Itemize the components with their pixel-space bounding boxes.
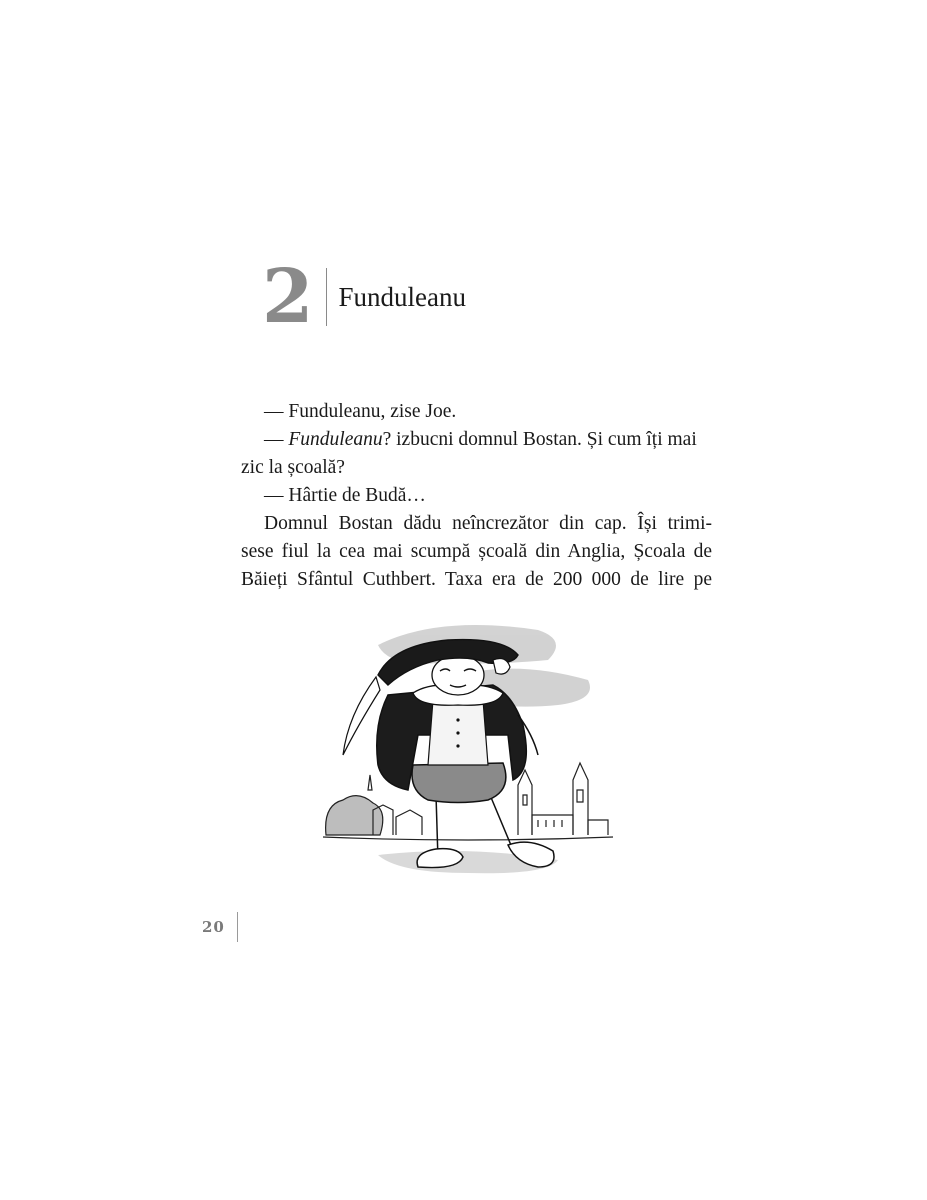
paragraph-2-text: ? izbucni domnul Bostan. Și cum îți mai — [382, 429, 697, 450]
chapter-title: Funduleanu — [338, 282, 466, 312]
face — [432, 655, 484, 695]
chapter-number: 2 — [262, 254, 312, 340]
paragraph-2-continued — [241, 454, 712, 482]
paragraph-2-italic-name: Funduleanu — [288, 429, 383, 450]
paragraph-3-text: — Hârtie de Budă… — [264, 485, 426, 506]
paragraph-2-dash: — — [264, 429, 289, 450]
paragraph-3 — [241, 482, 712, 510]
hat-feather — [343, 677, 380, 755]
chapter-heading — [262, 254, 466, 340]
paragraph-2 — [241, 426, 712, 454]
breeches — [412, 763, 506, 803]
paragraph-1 — [241, 398, 712, 426]
paragraph-4-line-3: Băieți Sfântul Cuthbert. Taxa era de 200 000 de lire pe — [241, 569, 712, 590]
page-footer — [202, 912, 238, 942]
chapter-divider — [326, 268, 327, 326]
page-number: 20 — [202, 918, 225, 936]
paragraph-4 — [241, 510, 712, 594]
trees — [326, 796, 383, 835]
paragraph-4-line-1: Domnul Bostan dădu neîncrezător din cap. Își trimi- — [264, 513, 712, 534]
paragraph-4-line-2: sese fiul la cea mai scumpă școală din Anglia, Școala de — [241, 541, 712, 562]
body-text — [241, 398, 712, 594]
illustration-boy-in-school-uniform — [318, 605, 618, 890]
buildings-right — [518, 763, 608, 835]
page-number-divider — [237, 912, 238, 942]
ground-line — [323, 837, 613, 840]
paragraph-1-text: — Funduleanu, zise Joe. — [264, 401, 457, 422]
paragraph-2-line-2: zic la școală? — [241, 457, 345, 478]
